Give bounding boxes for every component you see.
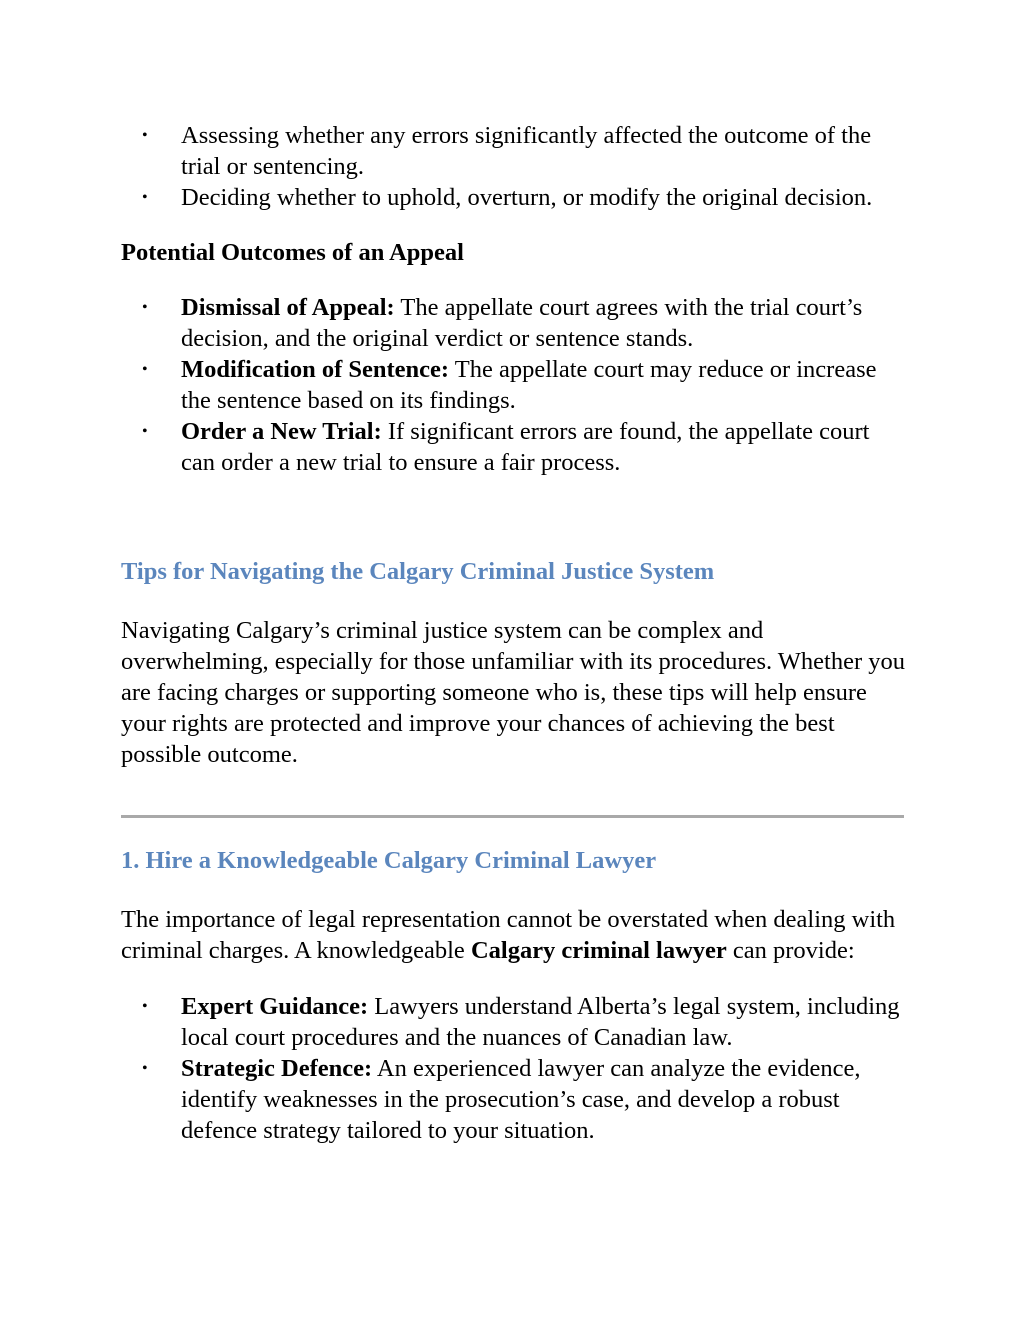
outcomes-heading: Potential Outcomes of an Appeal [121,239,464,266]
tips-heading: Tips for Navigating the Calgary Criminal Justice System [121,558,715,585]
description: Lawyers understand Alberta’s legal system, including local court procedures and the nuances of Canadian law. [181,993,900,1051]
description: If significant errors are found, the appellate court can order a new trial to ensure a fair process. [181,418,870,476]
paragraph-text: The importance of legal representation cannot be overstated when dealing with criminal charges. A knowledgeable [121,906,896,964]
list-item: • Assessing whether any errors significantly affected the outcome of the trial or sentencing. [121,120,906,182]
list-item: • Deciding whether to uphold, overturn, or modify the original decision. [121,182,906,213]
list-item [121,1053,906,1146]
term: Expert Guidance: [181,993,369,1020]
outcomes-list [121,292,906,478]
document-page [121,120,906,1146]
hire-list [121,991,906,1146]
hire-paragraph [121,904,906,966]
term: Modification of Sentence: [181,356,450,383]
term: Order a New Trial: [181,418,382,445]
list-item [121,416,906,478]
paragraph-bold: Calgary criminal lawyer [470,937,727,964]
list-item [121,354,906,416]
intro-list [121,120,906,213]
tips-paragraph: Navigating Calgary’s criminal justice system can be complex and overwhelming, especially for those unfamiliar with its procedures. Whether you are facing charges or supporting someone who is, these tips will help ensure your rights are protected and improve your chances of achieving the best possible outcome. [121,617,905,768]
description: The appellate court may reduce or increase the sentence based on its findings. [181,356,877,414]
divider [121,815,904,818]
list-item [121,991,906,1053]
hire-heading: 1. Hire a Knowledgeable Calgary Criminal Lawyer [121,847,657,874]
list-item [121,292,906,354]
term: Strategic Defence: [181,1055,373,1082]
description: The appellate court agrees with the trial court’s decision, and the original verdict or sentence stands. [181,294,863,352]
description: An experienced lawyer can analyze the evidence, identify weaknesses in the prosecution’s case, and develop a robust defence strategy tailored to your situation. [181,1055,861,1144]
paragraph-text: can provide: [726,937,855,964]
term: Dismissal of Appeal: [181,294,395,321]
